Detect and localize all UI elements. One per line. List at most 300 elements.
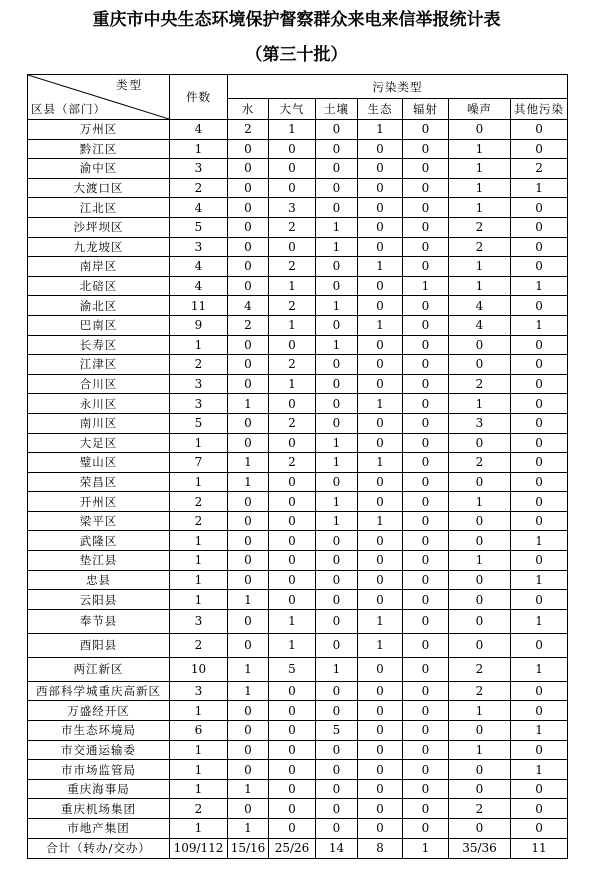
ecology-count: 0 bbox=[358, 799, 403, 819]
air-count: 0 bbox=[269, 335, 316, 355]
case-count: 9 bbox=[170, 315, 228, 335]
ecology-count: 0 bbox=[358, 217, 403, 237]
column-header-radiation: 辐射 bbox=[403, 99, 449, 120]
radiation-count: 0 bbox=[403, 217, 449, 237]
district-name: 奉节县 bbox=[28, 609, 170, 633]
table-row bbox=[28, 492, 568, 512]
soil-count: 0 bbox=[316, 819, 358, 839]
type-header-label: 类型 bbox=[116, 78, 143, 92]
case-count: 10 bbox=[170, 657, 228, 681]
district-name: 永川区 bbox=[28, 394, 170, 414]
other-count: 0 bbox=[511, 453, 568, 473]
noise-count: 0 bbox=[449, 760, 511, 780]
water-count: 1 bbox=[228, 453, 269, 473]
radiation-count: 0 bbox=[403, 120, 449, 140]
table-row bbox=[28, 159, 568, 179]
district-name: 万盛经开区 bbox=[28, 701, 170, 721]
district-name: 开州区 bbox=[28, 492, 170, 512]
table-row bbox=[28, 681, 568, 701]
ecology-count: 0 bbox=[358, 355, 403, 375]
case-count: 3 bbox=[170, 394, 228, 414]
case-count: 1 bbox=[170, 139, 228, 159]
table-row bbox=[28, 257, 568, 277]
district-name: 长寿区 bbox=[28, 335, 170, 355]
soil-count: 0 bbox=[316, 551, 358, 571]
district-name: 渝北区 bbox=[28, 296, 170, 316]
noise-count: 0 bbox=[449, 472, 511, 492]
ecology-count: 0 bbox=[358, 198, 403, 218]
other-count: 2 bbox=[511, 159, 568, 179]
water-count: 0 bbox=[228, 701, 269, 721]
noise-count: 2 bbox=[449, 217, 511, 237]
table-row bbox=[28, 472, 568, 492]
ecology-count: 0 bbox=[358, 276, 403, 296]
total-row bbox=[28, 838, 568, 858]
ecology-count: 0 bbox=[358, 139, 403, 159]
district-name: 西部科学城重庆高新区 bbox=[28, 681, 170, 701]
air-count: 25/26 bbox=[269, 838, 316, 858]
radiation-count: 0 bbox=[403, 472, 449, 492]
other-count: 0 bbox=[511, 198, 568, 218]
radiation-count: 0 bbox=[403, 394, 449, 414]
soil-count: 0 bbox=[316, 276, 358, 296]
water-count: 0 bbox=[228, 276, 269, 296]
air-count: 2 bbox=[269, 217, 316, 237]
noise-count: 2 bbox=[449, 237, 511, 257]
case-count: 1 bbox=[170, 819, 228, 839]
table-row bbox=[28, 531, 568, 551]
ecology-count: 0 bbox=[358, 779, 403, 799]
case-count: 1 bbox=[170, 433, 228, 453]
soil-count: 0 bbox=[316, 355, 358, 375]
air-count: 2 bbox=[269, 257, 316, 277]
noise-count: 4 bbox=[449, 315, 511, 335]
water-count: 2 bbox=[228, 315, 269, 335]
air-count: 2 bbox=[269, 413, 316, 433]
district-name: 酉阳县 bbox=[28, 633, 170, 657]
air-count: 2 bbox=[269, 453, 316, 473]
case-count: 3 bbox=[170, 374, 228, 394]
soil-count: 0 bbox=[316, 198, 358, 218]
soil-count: 0 bbox=[316, 799, 358, 819]
district-name: 渝中区 bbox=[28, 159, 170, 179]
table-row bbox=[28, 276, 568, 296]
radiation-count: 0 bbox=[403, 374, 449, 394]
radiation-count: 0 bbox=[403, 609, 449, 633]
column-header-ecology: 生态 bbox=[358, 99, 403, 120]
table-row bbox=[28, 178, 568, 198]
air-count: 0 bbox=[269, 799, 316, 819]
water-count: 0 bbox=[228, 721, 269, 741]
water-count: 0 bbox=[228, 760, 269, 780]
district-name: 沙坪坝区 bbox=[28, 217, 170, 237]
district-name: 垫江县 bbox=[28, 551, 170, 571]
case-count: 2 bbox=[170, 355, 228, 375]
district-name: 江北区 bbox=[28, 198, 170, 218]
table-row bbox=[28, 511, 568, 531]
other-count: 0 bbox=[511, 681, 568, 701]
water-count: 1 bbox=[228, 472, 269, 492]
column-header-air: 大气 bbox=[269, 99, 316, 120]
air-count: 0 bbox=[269, 701, 316, 721]
ecology-count: 1 bbox=[358, 120, 403, 140]
water-count: 1 bbox=[228, 779, 269, 799]
water-count: 1 bbox=[228, 657, 269, 681]
radiation-count: 0 bbox=[403, 178, 449, 198]
noise-count: 0 bbox=[449, 819, 511, 839]
air-count: 0 bbox=[269, 531, 316, 551]
district-name: 南川区 bbox=[28, 413, 170, 433]
radiation-count: 0 bbox=[403, 531, 449, 551]
district-name: 巴南区 bbox=[28, 315, 170, 335]
soil-count: 0 bbox=[316, 590, 358, 610]
column-header-soil: 土壤 bbox=[316, 99, 358, 120]
air-count: 1 bbox=[269, 276, 316, 296]
water-count: 0 bbox=[228, 198, 269, 218]
ecology-count: 1 bbox=[358, 633, 403, 657]
district-name: 南岸区 bbox=[28, 257, 170, 277]
table-row bbox=[28, 217, 568, 237]
soil-count: 0 bbox=[316, 779, 358, 799]
soil-count: 0 bbox=[316, 472, 358, 492]
district-name: 璧山区 bbox=[28, 453, 170, 473]
diagonal-header-cell bbox=[28, 75, 170, 120]
ecology-count: 0 bbox=[358, 237, 403, 257]
radiation-count: 0 bbox=[403, 296, 449, 316]
soil-count: 0 bbox=[316, 760, 358, 780]
air-count: 0 bbox=[269, 511, 316, 531]
district-name: 大足区 bbox=[28, 433, 170, 453]
air-count: 0 bbox=[269, 740, 316, 760]
radiation-count: 0 bbox=[403, 139, 449, 159]
district-name: 大渡口区 bbox=[28, 178, 170, 198]
other-count: 0 bbox=[511, 779, 568, 799]
case-count: 6 bbox=[170, 721, 228, 741]
soil-count: 0 bbox=[316, 681, 358, 701]
table-row bbox=[28, 296, 568, 316]
other-count: 0 bbox=[511, 633, 568, 657]
other-count: 0 bbox=[511, 819, 568, 839]
air-count: 5 bbox=[269, 657, 316, 681]
district-name: 市交通运输委 bbox=[28, 740, 170, 760]
soil-count: 0 bbox=[316, 701, 358, 721]
soil-count: 0 bbox=[316, 159, 358, 179]
case-count: 2 bbox=[170, 633, 228, 657]
other-count: 0 bbox=[511, 701, 568, 721]
other-count: 0 bbox=[511, 217, 568, 237]
air-count: 0 bbox=[269, 472, 316, 492]
noise-count: 1 bbox=[449, 257, 511, 277]
table-row bbox=[28, 657, 568, 681]
table-row bbox=[28, 413, 568, 433]
other-count: 11 bbox=[511, 838, 568, 858]
radiation-count: 1 bbox=[403, 276, 449, 296]
radiation-count: 0 bbox=[403, 492, 449, 512]
other-count: 1 bbox=[511, 315, 568, 335]
noise-count: 4 bbox=[449, 296, 511, 316]
noise-count: 0 bbox=[449, 779, 511, 799]
case-count: 5 bbox=[170, 413, 228, 433]
soil-count: 0 bbox=[316, 570, 358, 590]
radiation-count: 0 bbox=[403, 433, 449, 453]
noise-count: 0 bbox=[449, 633, 511, 657]
case-count: 5 bbox=[170, 217, 228, 237]
soil-count: 0 bbox=[316, 374, 358, 394]
case-count: 2 bbox=[170, 178, 228, 198]
noise-count: 2 bbox=[449, 453, 511, 473]
water-count: 0 bbox=[228, 257, 269, 277]
table-row bbox=[28, 453, 568, 473]
other-count: 0 bbox=[511, 296, 568, 316]
soil-count: 0 bbox=[316, 139, 358, 159]
water-count: 4 bbox=[228, 296, 269, 316]
radiation-count: 0 bbox=[403, 740, 449, 760]
soil-count: 0 bbox=[316, 315, 358, 335]
case-count: 1 bbox=[170, 570, 228, 590]
case-count: 4 bbox=[170, 198, 228, 218]
noise-count: 1 bbox=[449, 740, 511, 760]
case-count: 2 bbox=[170, 799, 228, 819]
district-name: 云阳县 bbox=[28, 590, 170, 610]
area-header-label: 区县（部门） bbox=[31, 102, 106, 116]
case-count: 4 bbox=[170, 120, 228, 140]
air-count: 0 bbox=[269, 159, 316, 179]
water-count: 0 bbox=[228, 335, 269, 355]
case-count: 4 bbox=[170, 276, 228, 296]
water-count: 0 bbox=[228, 413, 269, 433]
ecology-count: 0 bbox=[358, 531, 403, 551]
radiation-count: 0 bbox=[403, 721, 449, 741]
air-count: 0 bbox=[269, 492, 316, 512]
noise-count: 3 bbox=[449, 413, 511, 433]
other-count: 0 bbox=[511, 355, 568, 375]
soil-count: 1 bbox=[316, 296, 358, 316]
other-count: 1 bbox=[511, 570, 568, 590]
radiation-count: 0 bbox=[403, 413, 449, 433]
other-count: 0 bbox=[511, 335, 568, 355]
count-header: 件数 bbox=[170, 75, 228, 120]
ecology-count: 0 bbox=[358, 335, 403, 355]
radiation-count: 0 bbox=[403, 633, 449, 657]
soil-count: 1 bbox=[316, 335, 358, 355]
radiation-count: 0 bbox=[403, 315, 449, 335]
other-count: 0 bbox=[511, 257, 568, 277]
noise-count: 1 bbox=[449, 139, 511, 159]
noise-count: 0 bbox=[449, 335, 511, 355]
water-count: 1 bbox=[228, 590, 269, 610]
table-row bbox=[28, 139, 568, 159]
soil-count: 0 bbox=[316, 531, 358, 551]
table-row bbox=[28, 701, 568, 721]
air-count: 1 bbox=[269, 120, 316, 140]
case-count: 109/112 bbox=[170, 838, 228, 858]
district-name: 梁平区 bbox=[28, 511, 170, 531]
ecology-count: 0 bbox=[358, 413, 403, 433]
district-name: 忠县 bbox=[28, 570, 170, 590]
other-count: 1 bbox=[511, 531, 568, 551]
soil-count: 0 bbox=[316, 257, 358, 277]
air-count: 0 bbox=[269, 139, 316, 159]
other-count: 1 bbox=[511, 657, 568, 681]
case-count: 2 bbox=[170, 511, 228, 531]
ecology-count: 0 bbox=[358, 472, 403, 492]
table-row bbox=[28, 609, 568, 633]
soil-count: 0 bbox=[316, 413, 358, 433]
ecology-count: 0 bbox=[358, 551, 403, 571]
other-count: 0 bbox=[511, 374, 568, 394]
case-count: 1 bbox=[170, 779, 228, 799]
soil-count: 0 bbox=[316, 633, 358, 657]
water-count: 0 bbox=[228, 492, 269, 512]
district-name: 合川区 bbox=[28, 374, 170, 394]
air-count: 1 bbox=[269, 609, 316, 633]
other-count: 1 bbox=[511, 178, 568, 198]
noise-count: 0 bbox=[449, 433, 511, 453]
soil-count: 1 bbox=[316, 433, 358, 453]
ecology-count: 1 bbox=[358, 511, 403, 531]
case-count: 1 bbox=[170, 472, 228, 492]
ecology-count: 0 bbox=[358, 701, 403, 721]
page-title: 重庆市中央生态环境保护督察群众来电来信举报统计表 bbox=[92, 10, 501, 30]
noise-count: 0 bbox=[449, 531, 511, 551]
table-row bbox=[28, 394, 568, 414]
table-row bbox=[28, 721, 568, 741]
table-row bbox=[28, 779, 568, 799]
table-row bbox=[28, 374, 568, 394]
air-count: 0 bbox=[269, 760, 316, 780]
water-count: 0 bbox=[228, 217, 269, 237]
water-count: 0 bbox=[228, 374, 269, 394]
air-count: 0 bbox=[269, 237, 316, 257]
ecology-count: 0 bbox=[358, 374, 403, 394]
noise-count: 2 bbox=[449, 374, 511, 394]
other-count: 0 bbox=[511, 394, 568, 414]
table-row bbox=[28, 335, 568, 355]
case-count: 7 bbox=[170, 453, 228, 473]
water-count: 0 bbox=[228, 570, 269, 590]
batch-subtitle: （第三十批） bbox=[245, 45, 348, 65]
soil-count: 0 bbox=[316, 609, 358, 633]
case-count: 11 bbox=[170, 296, 228, 316]
water-count: 1 bbox=[228, 819, 269, 839]
radiation-count: 0 bbox=[403, 819, 449, 839]
noise-count: 1 bbox=[449, 701, 511, 721]
other-count: 0 bbox=[511, 740, 568, 760]
water-count: 15/16 bbox=[228, 838, 269, 858]
air-count: 1 bbox=[269, 374, 316, 394]
case-count: 1 bbox=[170, 590, 228, 610]
radiation-count: 0 bbox=[403, 453, 449, 473]
air-count: 0 bbox=[269, 779, 316, 799]
water-count: 2 bbox=[228, 120, 269, 140]
air-count: 0 bbox=[269, 819, 316, 839]
soil-count: 5 bbox=[316, 721, 358, 741]
radiation-count: 0 bbox=[403, 570, 449, 590]
radiation-count: 0 bbox=[403, 701, 449, 721]
noise-count: 1 bbox=[449, 394, 511, 414]
other-count: 0 bbox=[511, 551, 568, 571]
ecology-count: 0 bbox=[358, 433, 403, 453]
district-name: 重庆机场集团 bbox=[28, 799, 170, 819]
radiation-count: 0 bbox=[403, 657, 449, 681]
noise-count: 0 bbox=[449, 355, 511, 375]
ecology-count: 0 bbox=[358, 760, 403, 780]
noise-count: 1 bbox=[449, 198, 511, 218]
water-count: 1 bbox=[228, 681, 269, 701]
ecology-count: 0 bbox=[358, 721, 403, 741]
noise-count: 0 bbox=[449, 721, 511, 741]
ecology-count: 0 bbox=[358, 590, 403, 610]
case-count: 3 bbox=[170, 681, 228, 701]
noise-count: 0 bbox=[449, 120, 511, 140]
table-row bbox=[28, 740, 568, 760]
other-count: 0 bbox=[511, 433, 568, 453]
soil-count: 1 bbox=[316, 217, 358, 237]
district-name: 市市场监管局 bbox=[28, 760, 170, 780]
other-count: 0 bbox=[511, 237, 568, 257]
air-count: 0 bbox=[269, 681, 316, 701]
soil-count: 1 bbox=[316, 453, 358, 473]
soil-count: 0 bbox=[316, 178, 358, 198]
air-count: 2 bbox=[269, 296, 316, 316]
district-name: 万州区 bbox=[28, 120, 170, 140]
other-count: 0 bbox=[511, 511, 568, 531]
air-count: 0 bbox=[269, 178, 316, 198]
table-row bbox=[28, 633, 568, 657]
ecology-count: 1 bbox=[358, 609, 403, 633]
radiation-count: 0 bbox=[403, 511, 449, 531]
other-count: 0 bbox=[511, 492, 568, 512]
table-row bbox=[28, 237, 568, 257]
ecology-count: 0 bbox=[358, 657, 403, 681]
water-count: 0 bbox=[228, 159, 269, 179]
other-count: 0 bbox=[511, 413, 568, 433]
ecology-count: 0 bbox=[358, 819, 403, 839]
ecology-count: 1 bbox=[358, 453, 403, 473]
table-row bbox=[28, 819, 568, 839]
air-count: 3 bbox=[269, 198, 316, 218]
soil-count: 1 bbox=[316, 657, 358, 681]
water-count: 0 bbox=[228, 609, 269, 633]
noise-count: 1 bbox=[449, 492, 511, 512]
district-name: 重庆海事局 bbox=[28, 779, 170, 799]
other-count: 0 bbox=[511, 120, 568, 140]
water-count: 0 bbox=[228, 531, 269, 551]
ecology-count: 0 bbox=[358, 570, 403, 590]
water-count: 1 bbox=[228, 394, 269, 414]
case-count: 1 bbox=[170, 531, 228, 551]
radiation-count: 1 bbox=[403, 838, 449, 858]
other-count: 0 bbox=[511, 139, 568, 159]
other-count: 1 bbox=[511, 609, 568, 633]
ecology-count: 1 bbox=[358, 257, 403, 277]
table-row bbox=[28, 551, 568, 571]
other-count: 1 bbox=[511, 760, 568, 780]
other-count: 1 bbox=[511, 721, 568, 741]
radiation-count: 0 bbox=[403, 551, 449, 571]
noise-count: 2 bbox=[449, 681, 511, 701]
case-count: 1 bbox=[170, 760, 228, 780]
water-count: 0 bbox=[228, 740, 269, 760]
column-header-water: 水 bbox=[228, 99, 269, 120]
ecology-count: 1 bbox=[358, 315, 403, 335]
water-count: 0 bbox=[228, 511, 269, 531]
radiation-count: 0 bbox=[403, 198, 449, 218]
air-count: 0 bbox=[269, 394, 316, 414]
noise-count: 35/36 bbox=[449, 838, 511, 858]
ecology-count: 1 bbox=[358, 394, 403, 414]
water-count: 0 bbox=[228, 355, 269, 375]
